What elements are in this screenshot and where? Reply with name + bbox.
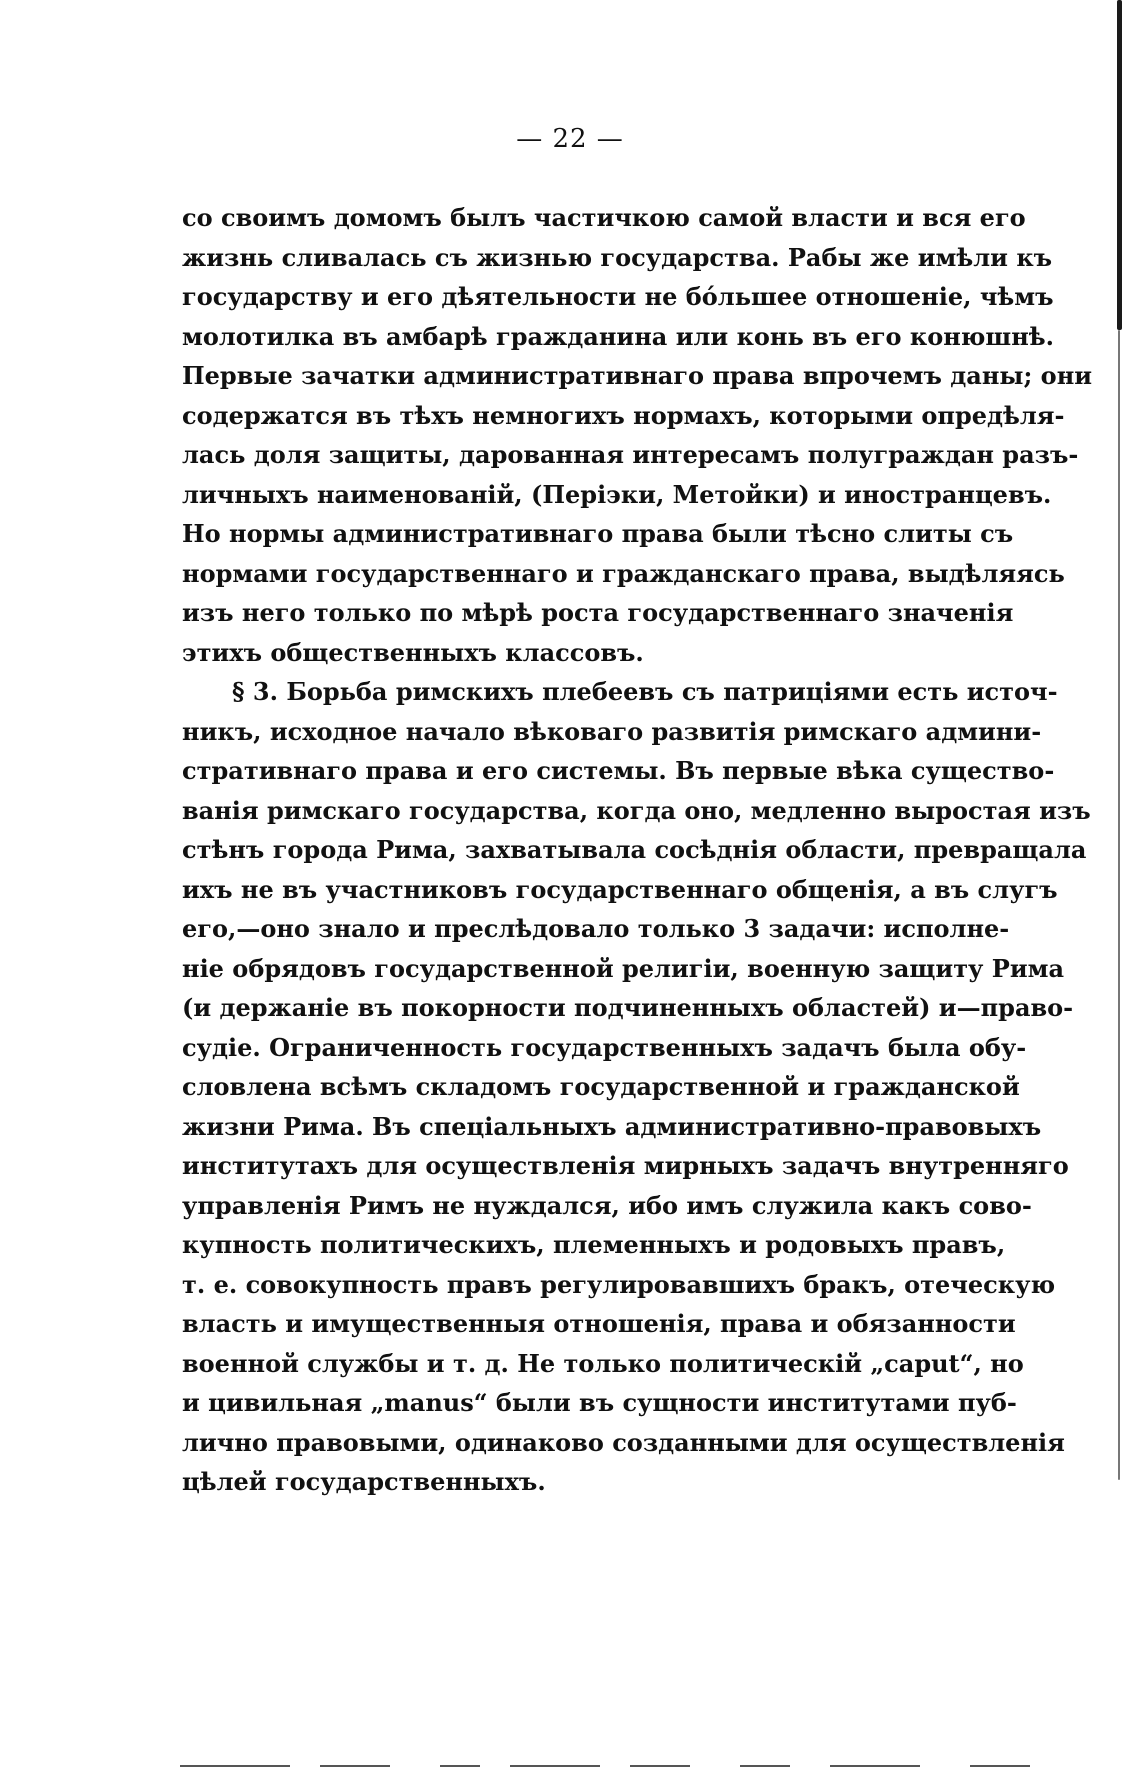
- text-line: жизни Рима. Въ спеціальныхъ административно-правовыхъ: [182, 1111, 1042, 1141]
- text-line: нормами государственнаго и гражданскаго права, выдѣляясь: [182, 558, 1065, 588]
- body-text: [182, 198, 1093, 1502]
- text-line: Но нормы административнаго права были тѣсно слиты съ: [182, 519, 1014, 548]
- text-line: стративнаго права и его системы. Въ первые вѣка существо-: [182, 756, 1055, 785]
- text-line: изъ него только по мѣрѣ роста государственнаго значенія: [182, 598, 1014, 627]
- text-line: и цивильная „manus“ были въ сущности институтами пуб-: [182, 1388, 1017, 1417]
- text-line: лично правовыми, одинаково созданными для осуществленія: [182, 1427, 1065, 1457]
- text-line: жизнь сливалась съ жизнью государства. Рабы же имѣли къ: [182, 242, 1053, 272]
- scan-edge-line: [1118, 330, 1120, 1480]
- text-line: никъ, исходное начало вѣковаго развитія римскаго админи-: [182, 716, 1042, 746]
- text-line: § 3. Борьба римскихъ плебеевъ съ патриціями есть источ-: [232, 677, 1058, 706]
- text-line: ванія римскаго государства, когда оно, медленно выростая изъ: [182, 795, 1091, 825]
- text-line: словлена всѣмъ складомъ государственной и гражданской: [182, 1072, 1020, 1101]
- text-line: цѣлей государственныхъ.: [182, 1467, 546, 1496]
- text-line: этихъ общественныхъ классовъ.: [182, 637, 644, 667]
- scan-edge-shadow: [1117, 0, 1122, 330]
- text-line: государству и его дѣятельности не бо́льшее отношеніе, чѣмъ: [182, 282, 1054, 311]
- text-line: содержатся въ тѣхъ немногихъ нормахъ, которыми опредѣля-: [182, 400, 1065, 430]
- text-line: институтахъ для осуществленія мирныхъ задачъ внутренняго: [182, 1151, 1069, 1180]
- page-number: — 22 —: [516, 124, 624, 154]
- text-line: стѣнъ города Рима, захватывала сосѣднія области, превращала: [182, 835, 1087, 864]
- text-line: его,—оно знало и преслѣдовало только 3 задачи: исполне-: [182, 914, 1010, 943]
- text-line: судіе. Ограниченность государственныхъ задачъ была обу-: [182, 1032, 1027, 1062]
- text-line: купность политическихъ, племенныхъ и родовыхъ правъ,: [182, 1230, 1006, 1259]
- text-line: власть и имущественныя отношенія, права и обязанности: [182, 1309, 1016, 1338]
- text-line: ихъ не въ участниковъ государственнаго общенія, а въ слугъ: [182, 874, 1058, 904]
- text-line: (и держаніе въ покорности подчиненныхъ областей) и—право-: [182, 993, 1074, 1022]
- text-line: Первые зачатки административнаго права впрочемъ даны; они: [182, 361, 1093, 390]
- scan-footer-marks: [180, 1765, 1060, 1775]
- text-line: молотилка въ амбарѣ гражданина или конь въ его конюшнѣ.: [182, 321, 1055, 351]
- text-line: личныхъ наименованій, (Періэки, Метойки) и иностранцевъ.: [182, 479, 1052, 509]
- text-line: со своимъ домомъ былъ частичкою самой власти и вся его: [182, 203, 1026, 232]
- text-line: т. е. совокупность правъ регулировавшихъ бракъ, отеческую: [182, 1269, 1056, 1299]
- text-line: лась доля защиты, дарованная интересамъ полуграждан разъ-: [182, 440, 1079, 469]
- text-line: военной службы и т. д. Не только политическій „caput“, но: [182, 1348, 1024, 1378]
- text-line: ніе обрядовъ государственной религіи, военную защиту Рима: [182, 953, 1065, 983]
- text-line: управленія Римъ не нуждался, ибо имъ служила какъ сово-: [182, 1190, 1032, 1220]
